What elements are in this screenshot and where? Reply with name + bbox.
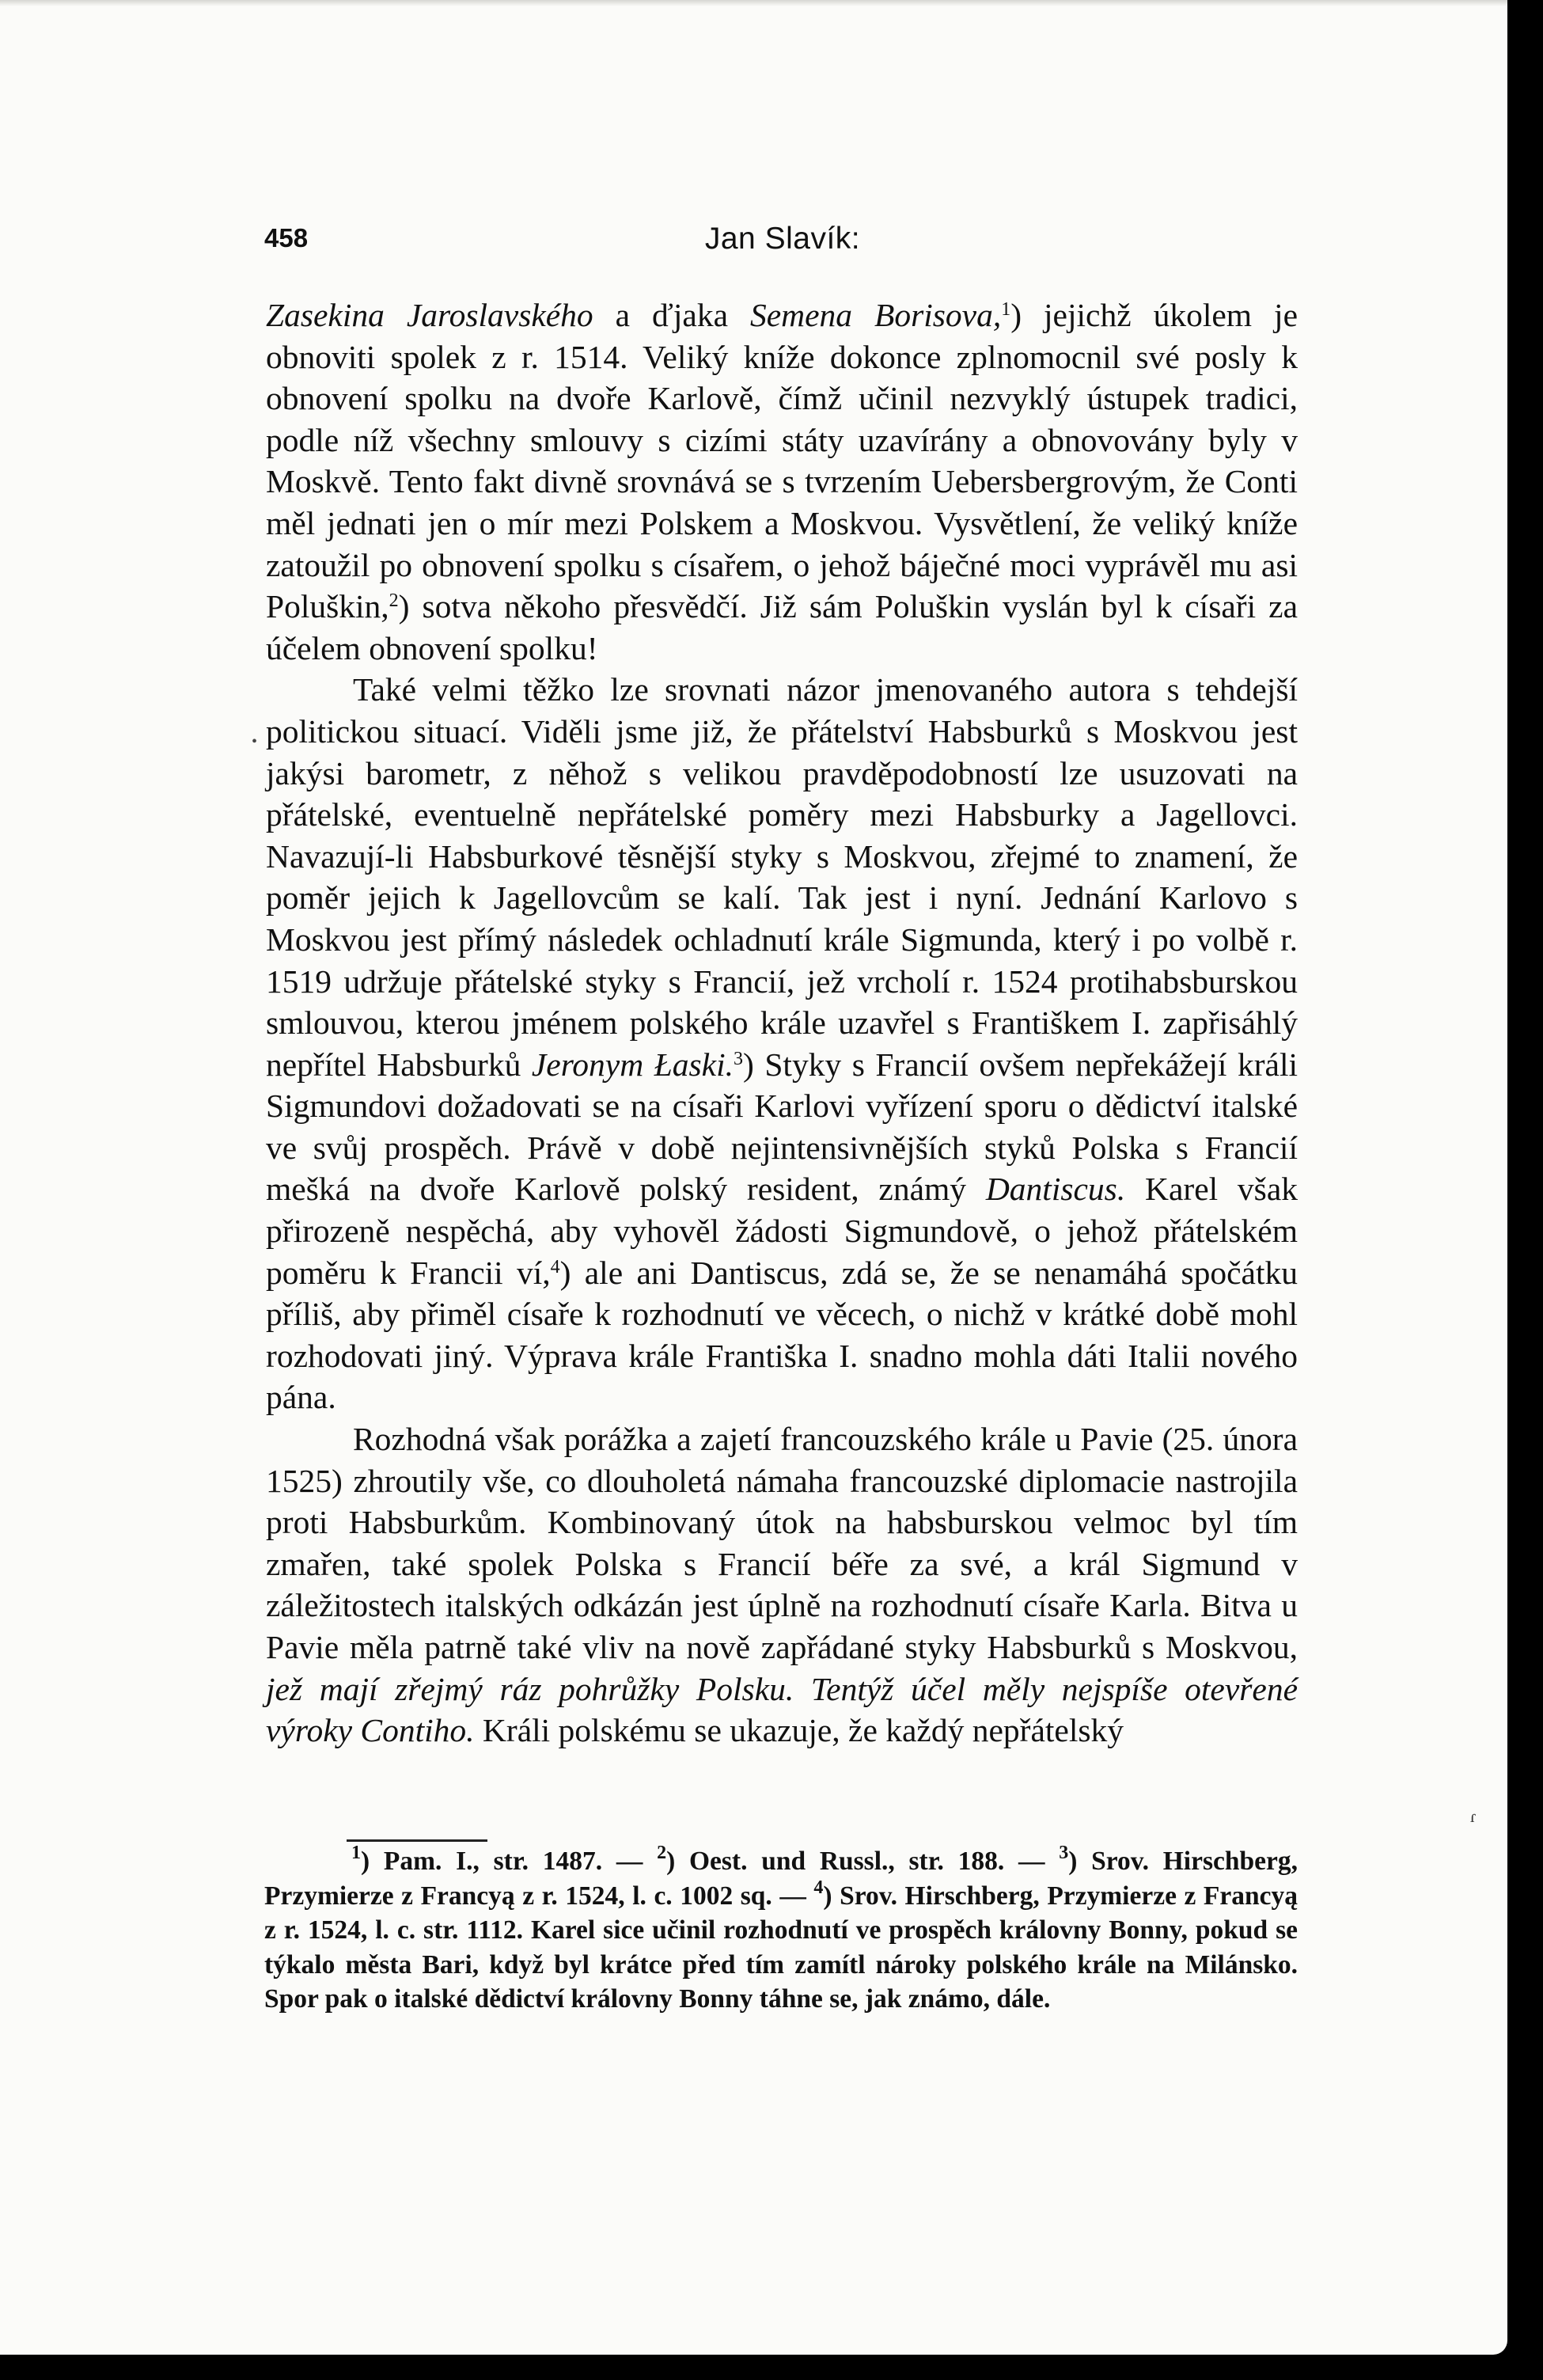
text-run: ) ale ani Dantiscus, zdá se, že se nenamáhá spočátku příliš, aby přiměl císaře k rozhodnutí ve věcech, o nichž v krátké době mohl rozhodovati jiný. Výprava krále Františka I. snadno mohla dáti Italii nového pána.: [266, 1254, 1298, 1416]
text-run: Také velmi těžko lze srovnati názor jmenovaného autora s tehdejší politickou situací. Viděli jsme již, že přátelství Habsburků s Moskvou jest jakýsi barometr, z něhož s velikou pravděpodobností lze usuzovati na přátelské, eventuelně nepřátelské poměry mezi Habsburky a Jagellovci. Navazují-li Habsburkové těsnější styky s Moskvou, zřejmé to znamení, že poměr jejich k Jagellovcům se kalí. Tak jest i nyní. Jednání Karlovo s Moskvou jest přímý následek ochladnutí krále Sigmunda, který i po volbě r. 1519 udržuje přátelské styky s Francií, jež vrcholí r. 1524 protihabsburskou smlouvou, kterou jménem polského krále uzavřel s Františkem I. zapřisáhlý nepřítel Habsburků: [266, 671, 1298, 1083]
page-number: 458: [264, 223, 309, 252]
page-top-shadow: [0, 0, 1507, 6]
text-run: ) jejichž úkolem je obnoviti spolek z r. 1514. Veliký kníže dokonce zplnomocnil své posly k obnovení spolku na dvoře Karlově, čímž učinil nezvyklý ústupek tradici, podle níž všechny smlouvy s cizími státy uzavírány a obnovovány byly v Moskvě. Tento fakt divně srovnává se s tvrzením Uebersbergrovým, že Conti měl jednati jen o mír mezi Polskem a Moskvou. Vysvětlení, že veliký kníže zatoužil po obnovení spolku s císařem, o jehož báječné moci vyprávěl mu asi Poluškin,: [266, 297, 1298, 625]
running-header: [264, 223, 1301, 263]
text-run: Králi polskému se ukazuje, že každý nepřátelský: [474, 1712, 1124, 1749]
paragraph: [266, 294, 1298, 669]
italic-text: Dantiscus.: [985, 1171, 1126, 1208]
footnote-ref: 3: [734, 1048, 744, 1069]
italic-text: Zasekina Jaroslavského: [266, 297, 593, 333]
text-run: ) Styky s Francií ovšem nepřekážejí králi Sigmundovi dožadovati se na císaři Karlovi vyřízení sporu o dědictví italské ve svůj prospěch. Právě v době nejintensivnějších styků Polska s Francií mešká na dvoře Karlově polský resident, známý: [266, 1046, 1298, 1208]
footnote-separator: [347, 1839, 487, 1842]
text-run: ) Pam. I., str. 1487. —: [361, 1847, 658, 1876]
main-text: [266, 294, 1298, 1752]
footnote-ref: 4: [550, 1256, 560, 1277]
footnotes: [264, 1844, 1298, 2017]
italic-text: jež mají zřejmý ráz pohrůžky Polsku. Tentýž účel měly nejspíše otevřené výroky Contiho.: [266, 1670, 1298, 1749]
text-run: ) sotva někoho přesvědčí. Již sám Poluškin vyslán byl k císaři za účelem obnovení spolku!: [266, 588, 1298, 666]
footnote-ref: 2: [389, 590, 399, 612]
paragraph: [266, 669, 1298, 1418]
running-title: Jan Slavík:: [704, 222, 861, 256]
margin-mark: ɾ: [1470, 1806, 1477, 1826]
footnote-ref: 1: [1001, 299, 1011, 320]
text-run: ) Oest. und Russl., str. 188. —: [666, 1847, 1060, 1876]
scan-border: [1507, 63, 1543, 2380]
italic-text: Jeronym Łaski.: [531, 1046, 734, 1083]
text-run: Rozhodná však porážka a zajetí francouzského krále u Pavie (25. února 1525) zhroutily vše, co dlouholetá námaha francouzské diplomacie nastrojila proti Habsburkům. Kombinovaný útok na habsburskou velmoc byl tím zmařen, také spolek Polska s Francií béře za své, a král Sigmund v záležitostech italských odkázán jest úplně na rozhodnutí císaře Karla. Bitva u Pavie měla patrně také vliv na nově zapřádané styky Habsburků s Moskvou,: [266, 1421, 1298, 1665]
footnote-ref: 3: [1059, 1843, 1069, 1863]
italic-text: Semena Borisova,: [749, 297, 1002, 333]
footnote-ref: 2: [657, 1843, 667, 1863]
margin-mark: •: [252, 733, 258, 750]
text-run: ) Srov. Hirschberg, Przymierze z Francyą z r. 1524, l. c. 1002 sq. —: [264, 1847, 1298, 1911]
text-run: Karel však přirozeně nespěchá, aby vyhověl žádosti Sigmundově, o jehož přátelském poměru k Francii ví,: [266, 1171, 1298, 1291]
footnote-ref: 1: [351, 1843, 361, 1863]
paragraph: [266, 1418, 1298, 1752]
footnote-ref: 4: [813, 1877, 824, 1898]
text-run: a ďjaka: [593, 297, 750, 333]
text-run: ) Srov. Hirschberg, Przymierze z Francyą z r. 1524, l. c. str. 1112. Karel sice učinil rozhodnutí ve prospěch královny Bonny, pokud se týkalo města Bari, když byl krátce před tím zamítl nároky polského krále na Milánsko. Spor pak o italské dědictví královny Bonny táhne se, jak známo, dále.: [264, 1881, 1298, 2014]
footnote-paragraph: [264, 1844, 1298, 2017]
